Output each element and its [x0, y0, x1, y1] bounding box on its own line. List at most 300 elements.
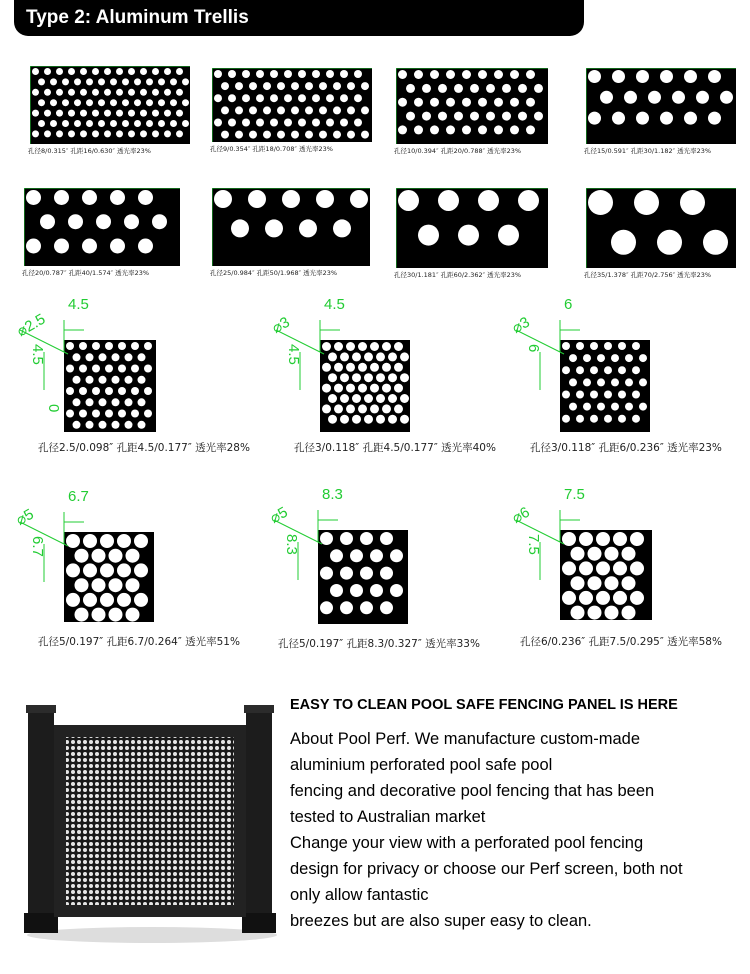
- perforation-hole: [80, 110, 87, 117]
- perforation-hole: [118, 342, 126, 350]
- perforation-hole: [214, 94, 222, 102]
- diameter-label: ⌀5: [13, 505, 37, 530]
- perforation-hole: [639, 354, 647, 362]
- perforation-hole: [86, 120, 93, 127]
- perforation-hole: [622, 547, 636, 561]
- pitch-label: 4.5: [324, 296, 345, 313]
- perforation-hole: [138, 190, 153, 205]
- perforation-hole: [176, 130, 183, 137]
- perforation-hole: [74, 120, 81, 127]
- perforation-hole: [430, 125, 439, 134]
- perforation-sample: [586, 68, 736, 144]
- dimension-line: [20, 522, 68, 546]
- perforation-hole: [611, 354, 619, 362]
- perforation-hole: [347, 131, 355, 139]
- dimension-guides: [14, 504, 84, 584]
- perforation-hole: [104, 68, 111, 75]
- perforation-hole: [613, 532, 627, 546]
- perforation-hole: [340, 567, 353, 580]
- perforation-hole: [510, 98, 519, 107]
- perforation-hole: [360, 567, 373, 580]
- perforation-hole: [32, 130, 39, 137]
- perforation-hole: [398, 125, 407, 134]
- perforation-hole: [526, 125, 535, 134]
- perforation-hole: [305, 82, 313, 90]
- perforation-hole: [526, 70, 535, 79]
- perforation-panel: [212, 188, 370, 266]
- perforation-hole: [625, 354, 633, 362]
- vertical-pitch-label: 8.3: [283, 534, 300, 555]
- perforation-hole: [176, 68, 183, 75]
- perforation-hole: [176, 110, 183, 117]
- perforation-hole: [422, 84, 431, 93]
- perforation-hole: [298, 119, 306, 127]
- perforation-hole: [99, 398, 107, 406]
- perforation-hole: [158, 120, 165, 127]
- perforation-hole: [116, 130, 123, 137]
- perforation-hole: [370, 384, 379, 393]
- perforation-hole: [82, 190, 97, 205]
- perforation-hole: [414, 125, 423, 134]
- perforation-hole: [126, 578, 140, 592]
- perforation-hole: [256, 119, 264, 127]
- spec-caption: 孔径20/0.787″ 孔距40/1.574″ 透光率23%: [22, 269, 150, 277]
- perforation-hole: [140, 110, 147, 117]
- perforation-hole: [388, 394, 397, 403]
- perforation-hole: [588, 112, 601, 125]
- perforation-hole: [86, 99, 93, 106]
- perforation-hole: [382, 404, 391, 413]
- perforation-hole: [182, 120, 189, 127]
- perforation-panel: [24, 188, 180, 266]
- perforation-hole: [636, 70, 649, 83]
- perforation-hole: [370, 549, 383, 562]
- dimension-line: [516, 330, 564, 354]
- perforation-hole: [390, 549, 403, 562]
- perforation-hole: [122, 99, 129, 106]
- perforation-hole: [291, 131, 299, 139]
- perforation-hole: [579, 591, 593, 605]
- perforation-hole: [334, 404, 343, 413]
- perforation-hole: [597, 378, 605, 386]
- dimension-guides: [268, 502, 338, 582]
- perforation-hole: [105, 365, 113, 373]
- perforation-hole: [235, 106, 243, 114]
- perforation-hole: [86, 78, 93, 85]
- perforation-hole: [249, 82, 257, 90]
- perforation-hole: [382, 342, 391, 351]
- promo-line: breezes but are also super easy to clean.: [290, 912, 592, 930]
- spec-caption: 孔径5/0.197″ 孔距6.7/0.264″ 透光率51%: [38, 636, 240, 648]
- perforation-panel: [212, 68, 372, 142]
- perforation-hole: [590, 342, 598, 350]
- perforation-hole: [370, 584, 383, 597]
- perforation-hole: [277, 131, 285, 139]
- perforation-hole: [118, 365, 126, 373]
- perforation-hole: [352, 415, 361, 424]
- perforation-hole: [75, 608, 89, 622]
- perforation-hole: [518, 112, 527, 121]
- perforation-hole: [112, 353, 120, 361]
- perforation-hole: [462, 125, 471, 134]
- perforation-hole: [144, 387, 152, 395]
- pitch-label: 6.7: [68, 488, 89, 505]
- perforation-hole: [138, 239, 153, 254]
- perforation-hole: [588, 190, 613, 215]
- perforation-hole: [376, 394, 385, 403]
- perforation-hole: [134, 78, 141, 85]
- perforation-hole: [576, 415, 584, 423]
- perforation-hole: [54, 239, 69, 254]
- perforation-hole: [605, 547, 619, 561]
- perforation-hole: [263, 82, 271, 90]
- perforation-hole: [256, 94, 264, 102]
- perforation-hole: [625, 403, 633, 411]
- perforation-hole: [56, 89, 63, 96]
- perforation-hole: [350, 584, 363, 597]
- perforation-hole: [291, 82, 299, 90]
- perforation-hole: [400, 352, 409, 361]
- perforation-hole: [618, 415, 626, 423]
- perforation-hole: [26, 239, 41, 254]
- perforation-hole: [613, 561, 627, 575]
- perforation-hole: [146, 78, 153, 85]
- perforation-hole: [376, 415, 385, 424]
- perforation-hole: [648, 91, 661, 104]
- perforation-hole: [612, 70, 625, 83]
- perforation-hole: [352, 352, 361, 361]
- perforation-hole: [660, 70, 673, 83]
- perforation-hole: [605, 606, 619, 620]
- perforation-hole: [56, 68, 63, 75]
- perforation-hole: [277, 82, 285, 90]
- perforation-hole: [126, 549, 140, 563]
- perforation-hole: [99, 353, 107, 361]
- spec-caption: 孔径9/0.354″ 孔距18/0.708″ 透光率23%: [210, 145, 333, 153]
- promo-description: [290, 726, 740, 934]
- perforation-hole: [164, 68, 171, 75]
- perforation-hole: [680, 190, 705, 215]
- perforation-hole: [352, 394, 361, 403]
- perforation-hole: [242, 119, 250, 127]
- promo-line: design for privacy or choose our Perf screen, both not: [290, 860, 683, 878]
- pitch-label: 4.5: [68, 296, 89, 313]
- perforation-hole: [140, 130, 147, 137]
- spec-caption: 孔径3/0.118″ 孔距4.5/0.177″ 透光率40%: [294, 442, 496, 454]
- perforation-hole: [92, 68, 99, 75]
- perforation-hole: [400, 394, 409, 403]
- perforation-hole: [438, 84, 447, 93]
- perforation-hole: [73, 398, 81, 406]
- perforation-hole: [100, 593, 114, 607]
- perforation-hole: [263, 131, 271, 139]
- perforation-hole: [32, 110, 39, 117]
- perforation-hole: [604, 366, 612, 374]
- perforation-hole: [462, 70, 471, 79]
- perforation-hole: [284, 119, 292, 127]
- perforation-hole: [40, 214, 55, 229]
- perforation-hole: [458, 225, 479, 246]
- perforation-hole: [140, 68, 147, 75]
- spec-caption: 孔径6/0.236″ 孔距7.5/0.295″ 透光率58%: [520, 636, 722, 648]
- perforation-hole: [284, 94, 292, 102]
- perforation-hole: [170, 99, 177, 106]
- perforation-hole: [502, 84, 511, 93]
- perforation-hole: [158, 99, 165, 106]
- perforation-hole: [588, 547, 602, 561]
- perforation-hole: [319, 131, 327, 139]
- perforation-hole: [720, 91, 733, 104]
- perforation-hole: [364, 415, 373, 424]
- perforation-hole: [140, 89, 147, 96]
- perforation-hole: [74, 99, 81, 106]
- perforation-hole: [446, 70, 455, 79]
- perforation-hole: [319, 106, 327, 114]
- perforation-hole: [498, 225, 519, 246]
- perforation-hole: [92, 365, 100, 373]
- perforation-hole: [92, 549, 106, 563]
- perforation-hole: [438, 190, 459, 211]
- perforation-hole: [110, 190, 125, 205]
- perforation-hole: [62, 99, 69, 106]
- perforation-hole: [146, 120, 153, 127]
- perforation-hole: [518, 190, 539, 211]
- perforation-hole: [588, 606, 602, 620]
- perforation-hole: [80, 130, 87, 137]
- dimension-line: [274, 520, 322, 544]
- perforation-hole: [110, 120, 117, 127]
- vertical-pitch-label: 6: [525, 344, 542, 353]
- perforation-hole: [478, 98, 487, 107]
- perforation-hole: [583, 378, 591, 386]
- perforation-hole: [118, 410, 126, 418]
- perforation-hole: [270, 70, 278, 78]
- perforation-hole: [100, 563, 114, 577]
- perforation-hole: [604, 391, 612, 399]
- perforation-hole: [630, 561, 644, 575]
- perforation-hole: [361, 106, 369, 114]
- perforation-hole: [96, 214, 111, 229]
- perforation-hole: [486, 112, 495, 121]
- perforation-hole: [92, 410, 100, 418]
- perforation-hole: [583, 403, 591, 411]
- dimension-line: [20, 330, 68, 354]
- perforation-hole: [312, 94, 320, 102]
- perforation-hole: [134, 593, 148, 607]
- perforation-hole: [382, 384, 391, 393]
- perforation-hole: [611, 378, 619, 386]
- perforation-hole: [571, 606, 585, 620]
- perforation-hole: [214, 119, 222, 127]
- perforation-hole: [62, 120, 69, 127]
- perforation-hole: [50, 120, 57, 127]
- perforation-hole: [98, 78, 105, 85]
- perforation-hole: [118, 387, 126, 395]
- promo-heading: EASY TO CLEAN POOL SAFE FENCING PANEL IS HERE: [290, 697, 678, 713]
- perforation-hole: [350, 549, 363, 562]
- perforation-hole: [446, 98, 455, 107]
- perforation-hole: [86, 376, 94, 384]
- perforation-hole: [422, 112, 431, 121]
- perforation-hole: [83, 563, 97, 577]
- perforation-hole: [708, 112, 721, 125]
- spec-caption: 孔径25/0.984″ 孔距50/1.968″ 透光率23%: [210, 269, 338, 277]
- perforation-hole: [305, 131, 313, 139]
- perforation-sample: [30, 66, 190, 144]
- perforation-hole: [104, 110, 111, 117]
- perforation-hole: [358, 404, 367, 413]
- perforation-hole: [624, 91, 637, 104]
- promo-line: tested to Australian market: [290, 808, 486, 826]
- perforation-panel: [396, 188, 548, 268]
- perforation-hole: [124, 214, 139, 229]
- diameter-label: ⌀3: [269, 313, 293, 338]
- perforation-panel: [30, 66, 190, 144]
- perforation-hole: [340, 373, 349, 382]
- perforation-hole: [305, 106, 313, 114]
- perforation-hole: [340, 352, 349, 361]
- perforation-hole: [104, 130, 111, 137]
- perforation-hole: [625, 378, 633, 386]
- perforation-hole: [579, 561, 593, 575]
- perforation-hole: [68, 68, 75, 75]
- perforation-hole: [144, 365, 152, 373]
- perforation-hole: [360, 532, 373, 545]
- perforation-hole: [596, 532, 610, 546]
- perforation-hole: [38, 99, 45, 106]
- perforation-hole: [99, 421, 107, 429]
- perforation-hole: [32, 68, 39, 75]
- perforation-hole: [361, 82, 369, 90]
- perforation-hole: [98, 120, 105, 127]
- perforation-hole: [370, 404, 379, 413]
- perforation-hole: [62, 78, 69, 85]
- perforation-hole: [249, 106, 257, 114]
- perforation-hole: [284, 70, 292, 78]
- perforation-hole: [322, 404, 331, 413]
- perforation-hole: [99, 376, 107, 384]
- perforation-hole: [388, 415, 397, 424]
- perforation-hole: [370, 363, 379, 372]
- perforation-hole: [400, 415, 409, 424]
- perforation-hole: [112, 421, 120, 429]
- perforation-hole: [214, 70, 222, 78]
- perforation-hole: [298, 70, 306, 78]
- spec-caption: 孔径10/0.394″ 孔距20/0.788″ 透光率23%: [394, 147, 522, 155]
- diameter-label: ⌀6: [509, 503, 533, 528]
- perforation-hole: [92, 89, 99, 96]
- perforation-hole: [138, 376, 146, 384]
- perforation-hole: [92, 387, 100, 395]
- perforation-hole: [354, 119, 362, 127]
- perforation-hole: [328, 394, 337, 403]
- perforation-hole: [86, 421, 94, 429]
- perforation-hole: [112, 398, 120, 406]
- perforation-hole: [414, 70, 423, 79]
- perforation-hole: [340, 601, 353, 614]
- perforation-hole: [152, 110, 159, 117]
- perforation-hole: [590, 415, 598, 423]
- perforation-hole: [333, 82, 341, 90]
- perforation-hole: [340, 119, 348, 127]
- perforation-hole: [494, 70, 503, 79]
- perforation-hole: [131, 342, 139, 350]
- perforation-hole: [170, 120, 177, 127]
- perforation-sample: [24, 188, 180, 266]
- perforation-hole: [630, 591, 644, 605]
- perforation-hole: [611, 230, 636, 255]
- promo-line: fencing and decorative pool fencing that has been: [290, 782, 655, 800]
- perforation-hole: [361, 131, 369, 139]
- perforation-hole: [122, 120, 129, 127]
- perforation-hole: [358, 342, 367, 351]
- perforation-hole: [454, 84, 463, 93]
- perforation-hole: [364, 373, 373, 382]
- perforation-hole: [44, 110, 51, 117]
- perforation-hole: [632, 391, 640, 399]
- perforation-hole: [74, 78, 81, 85]
- perforation-hole: [346, 384, 355, 393]
- perforation-hole: [380, 601, 393, 614]
- dimension-guides: [270, 312, 340, 392]
- perforation-hole: [612, 112, 625, 125]
- perforation-hole: [604, 342, 612, 350]
- perforation-panel: [396, 68, 548, 144]
- perforation-hole: [330, 584, 343, 597]
- perforation-hole: [138, 353, 146, 361]
- perforation-hole: [526, 98, 535, 107]
- perforation-hole: [152, 89, 159, 96]
- perforation-hole: [600, 91, 613, 104]
- perforation-hole: [277, 106, 285, 114]
- vertical-pitch-label: 6.7: [29, 536, 46, 557]
- perforation-hole: [270, 119, 278, 127]
- perforation-hole: [376, 373, 385, 382]
- perforation-hole: [364, 394, 373, 403]
- perforation-hole: [534, 84, 543, 93]
- perforation-hole: [588, 576, 602, 590]
- perforation-hole: [26, 190, 41, 205]
- perforation-hole: [50, 78, 57, 85]
- perforation-hole: [328, 415, 337, 424]
- spec-caption: 孔径8/0.315″ 孔距16/0.630″ 透光率23%: [28, 147, 151, 155]
- vertical-pitch-label: 4.5: [285, 344, 302, 365]
- promo-line: only allow fantastic: [290, 886, 429, 904]
- perforation-hole: [398, 190, 419, 211]
- perforation-hole: [56, 130, 63, 137]
- perforation-hole: [98, 99, 105, 106]
- dimension-guides: [510, 502, 580, 582]
- perforation-hole: [340, 415, 349, 424]
- perforation-hole: [398, 98, 407, 107]
- perforation-hole: [406, 112, 415, 121]
- perforation-hole: [228, 119, 236, 127]
- perforation-hole: [125, 353, 133, 361]
- perforation-hole: [50, 99, 57, 106]
- perforation-sample: [212, 188, 370, 266]
- perforation-hole: [340, 394, 349, 403]
- spec-caption: 孔径3/0.118″ 孔距6/0.236″ 透光率23%: [530, 442, 722, 454]
- perforation-hole: [86, 353, 94, 361]
- perforation-hole: [68, 130, 75, 137]
- perforation-hole: [672, 91, 685, 104]
- perforation-hole: [394, 342, 403, 351]
- perforation-hole: [134, 99, 141, 106]
- perforation-hole: [562, 415, 570, 423]
- perforation-hole: [634, 190, 659, 215]
- perforation-hole: [152, 214, 167, 229]
- perforation-hole: [80, 68, 87, 75]
